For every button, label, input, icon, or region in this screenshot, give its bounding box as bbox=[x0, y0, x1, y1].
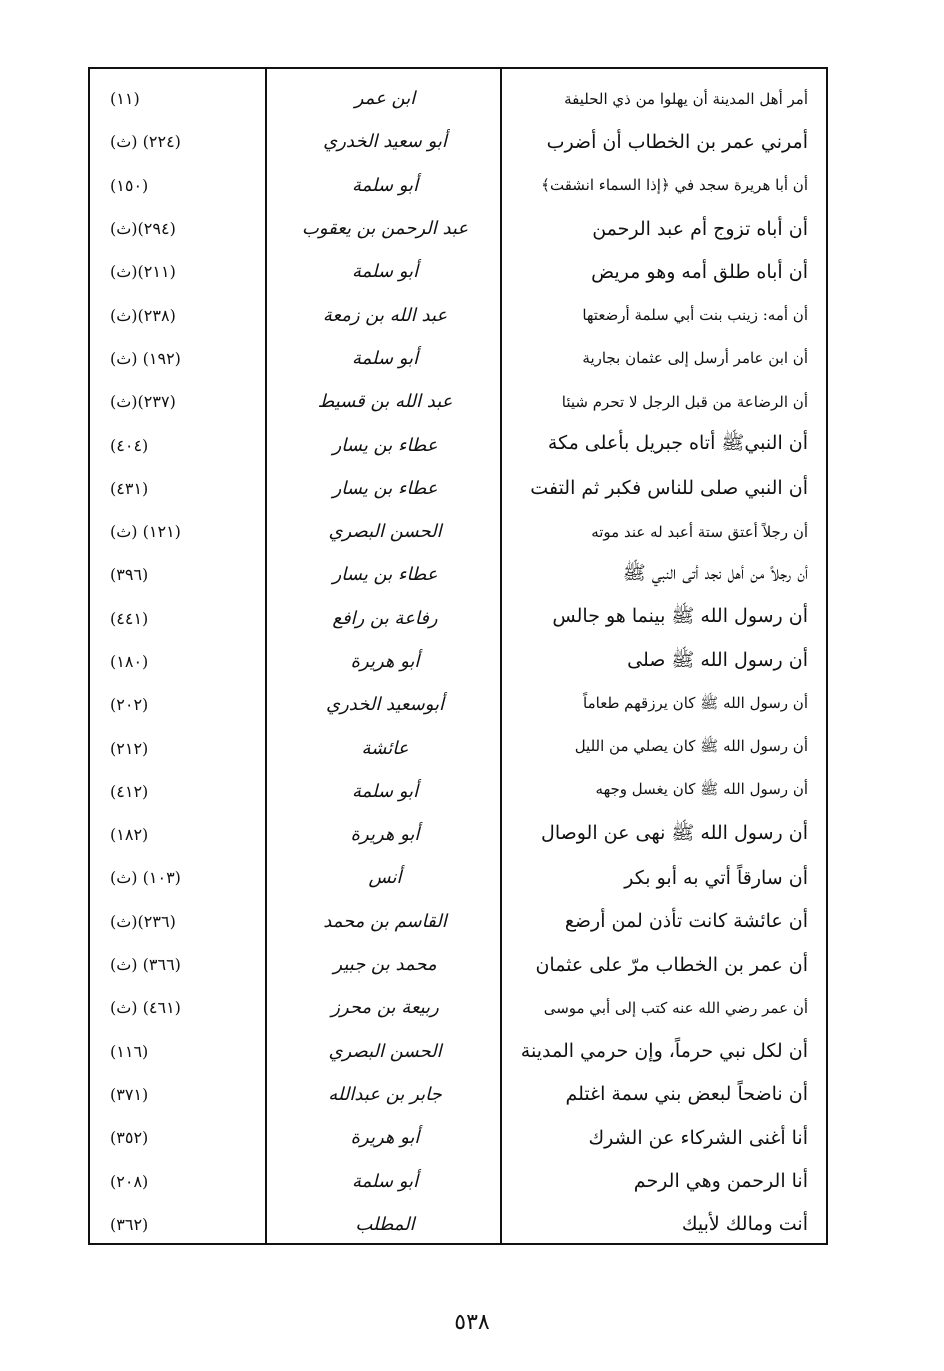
hadith-text: أن عائشة كانت تأذن لمن أرضع bbox=[564, 910, 808, 933]
table-row bbox=[90, 640, 826, 683]
hadith-text: أن رسول الله ﷺ نهى عن الوصال bbox=[541, 821, 808, 844]
hadith-text: أن عمر بن الخطاب مرّ على عثمان bbox=[535, 953, 808, 976]
table-row bbox=[90, 597, 826, 640]
hadith-number: (١٢١) (ث) bbox=[110, 522, 181, 542]
hadith-text: أن رجلاً من أهل نجد أتى النبي ﷺ bbox=[622, 561, 808, 584]
narrator-name: المطلب bbox=[355, 1213, 415, 1235]
narrator-name: أبو هريرة bbox=[350, 1127, 420, 1149]
hadith-number: (٣٩٦) bbox=[110, 565, 149, 585]
narrator-name: أبو سلمة bbox=[351, 347, 419, 369]
narrator-name: ابن عمر bbox=[354, 88, 416, 110]
narrator-name: الحسن البصري bbox=[328, 1040, 442, 1062]
table-row bbox=[90, 770, 826, 813]
table-row bbox=[90, 900, 826, 943]
hadith-text: أن أباه تزوج أم عبد الرحمن bbox=[592, 217, 808, 240]
narrator-name: أبو هريرة bbox=[350, 824, 420, 846]
table-row bbox=[90, 813, 826, 856]
hadith-text: أن ناضحاً لبعض بني سمة اغتلم bbox=[565, 1083, 808, 1106]
narrator-name: محمد بن جبير bbox=[333, 954, 437, 976]
table-row bbox=[90, 164, 826, 207]
hadith-number: (٤١٢) bbox=[110, 781, 149, 801]
hadith-text: أن رسول الله ﷺ كان يرزقهم طعاماً bbox=[583, 693, 808, 712]
hadith-text: أن رسول الله ﷺ صلى bbox=[627, 648, 808, 671]
table-row bbox=[90, 120, 826, 163]
hadith-number: (٢٣٧)(ث) bbox=[110, 392, 176, 412]
hadith-text: أن عمر رضي الله عنه كتب إلى أبي موسى bbox=[543, 998, 808, 1017]
table-row bbox=[90, 1203, 826, 1246]
narrator-name: أبوسعيد الخدري bbox=[326, 694, 445, 716]
hadith-number: (٤٣١) bbox=[110, 478, 149, 498]
narrator-name: أبو سلمة bbox=[351, 174, 419, 196]
hadith-text: أن أبا هريرة سجد في ﴿إذا السماء انشقت﴾ bbox=[541, 176, 808, 195]
narrator-name: أبو سعيد الخدري bbox=[323, 131, 447, 153]
table-row bbox=[90, 553, 826, 596]
hadith-number: (١٨٠) bbox=[110, 652, 149, 671]
hadith-number: (٢٩٤)(ث) bbox=[110, 219, 176, 239]
hadith-text: أن النبيﷺ أتاه جبريل بأعلى مكة bbox=[547, 432, 808, 455]
table-row bbox=[90, 467, 826, 510]
hadith-number: (٣٦٢) bbox=[110, 1214, 149, 1234]
table-row bbox=[90, 726, 826, 769]
hadith-number: (٢٠٨) bbox=[110, 1171, 149, 1191]
narrator-name: ربيعة بن محرز bbox=[331, 997, 439, 1019]
hadith-text: أن رسول الله ﷺ كان يغسل وجهه bbox=[595, 780, 808, 799]
table-row bbox=[90, 986, 826, 1029]
hadith-number: (٣٥٢) bbox=[110, 1128, 149, 1148]
hadith-number: (٤٠٤) bbox=[110, 435, 149, 455]
narrator-name: أنس bbox=[368, 867, 402, 889]
hadith-text: أن رسول الله ﷺ بينما هو جالس bbox=[552, 605, 808, 628]
narrator-name: عائشة bbox=[361, 737, 409, 759]
hadith-number: (٤٤١) bbox=[110, 608, 149, 628]
table-row bbox=[90, 1073, 826, 1116]
table-row bbox=[90, 77, 826, 120]
narrator-name: أبو سلمة bbox=[351, 261, 419, 283]
narrator-name: عطاء بن يسار bbox=[332, 564, 438, 586]
hadith-text: أن سارقاً أتي به أبو بكر bbox=[624, 866, 808, 889]
table-row bbox=[90, 293, 826, 336]
table-rows bbox=[90, 77, 826, 1246]
hadith-number: (٣٧١) bbox=[110, 1084, 149, 1104]
hadith-number: (٤٦١) (ث) bbox=[110, 998, 181, 1018]
hadith-index-table bbox=[88, 67, 828, 1245]
hadith-number: (٢٠٢) bbox=[110, 695, 149, 715]
hadith-number: (٢٢٤) (ث) bbox=[110, 132, 181, 152]
hadith-text: أن أباه طلق أمه وهو مريض bbox=[591, 260, 808, 283]
hadith-text: أن لكل نبي حرماً، وإن حرمي المدينة bbox=[520, 1040, 808, 1063]
narrator-name: أبو سلمة bbox=[351, 780, 419, 802]
table-row bbox=[90, 943, 826, 986]
table-row bbox=[90, 1030, 826, 1073]
table-row bbox=[90, 423, 826, 466]
hadith-text: أمر أهل المدينة أن يهلوا من ذي الحليفة bbox=[564, 89, 808, 108]
hadith-number: (١٠٣) (ث) bbox=[110, 868, 181, 888]
table-row bbox=[90, 207, 826, 250]
hadith-text: أنت ومالك لأبيك bbox=[681, 1213, 808, 1236]
hadith-number: (١١٦) bbox=[110, 1041, 149, 1061]
table-row bbox=[90, 856, 826, 899]
hadith-number: (٢١١)(ث) bbox=[110, 262, 176, 282]
table-row bbox=[90, 510, 826, 553]
narrator-name: عطاء بن يسار bbox=[332, 477, 438, 499]
page-number: ٥٣٨ bbox=[454, 1310, 490, 1335]
hadith-number: (١٩٢) (ث) bbox=[110, 348, 181, 368]
table-row bbox=[90, 1159, 826, 1202]
narrator-name: القاسم بن محمد bbox=[323, 910, 447, 932]
hadith-text: أنا أغنى الشركاء عن الشرك bbox=[588, 1126, 808, 1149]
hadith-text: أن رسول الله ﷺ كان يصلي من الليل bbox=[574, 737, 808, 756]
hadith-text: أن النبي صلى للناس فكبر ثم التفت bbox=[530, 477, 808, 500]
table-row bbox=[90, 1116, 826, 1159]
hadith-number: (٢٣٨)(ث) bbox=[110, 305, 176, 325]
narrator-name: الحسن البصري bbox=[328, 521, 442, 543]
hadith-text: أنا الرحمن وهي الرحم bbox=[633, 1170, 808, 1193]
hadith-number: (٢١٢) bbox=[110, 738, 149, 758]
table-row bbox=[90, 380, 826, 423]
narrator-name: عطاء بن يسار bbox=[332, 434, 438, 456]
narrator-name: رفاعة بن رافع bbox=[332, 607, 438, 629]
narrator-name: أبو هريرة bbox=[350, 651, 420, 672]
narrator-name: عبد الرحمن بن يعقوب bbox=[301, 218, 469, 240]
hadith-text: أن رجلاً أعتق ستة أعبد له عند موته bbox=[591, 522, 808, 541]
hadith-number: (٣٦٦) (ث) bbox=[110, 955, 181, 975]
hadith-text: أمرني عمر بن الخطاب أن أضرب bbox=[546, 130, 808, 153]
hadith-number: (١٥٠) bbox=[110, 175, 149, 195]
hadith-number: (٢٣٦)(ث) bbox=[110, 911, 176, 931]
hadith-number: (١٨٢) bbox=[110, 825, 149, 845]
hadith-text: أن الرضاعة من قبل الرجل لا تحرم شيئا bbox=[561, 392, 808, 411]
table-row bbox=[90, 337, 826, 380]
table-row bbox=[90, 250, 826, 293]
table-row bbox=[90, 683, 826, 726]
narrator-name: عبد الله بن زمعة bbox=[322, 304, 448, 326]
narrator-name: عبد الله بن قسيط bbox=[317, 391, 453, 413]
hadith-text: أن ابن عامر أرسل إلى عثمان بجارية bbox=[582, 349, 808, 368]
hadith-text: أن أمه: زينب بنت أبي سلمة أرضعتها bbox=[582, 306, 808, 325]
narrator-name: جابر بن عبدالله bbox=[328, 1083, 442, 1105]
hadith-number: (١١) bbox=[110, 89, 140, 109]
narrator-name: أبو سلمة bbox=[351, 1170, 419, 1192]
